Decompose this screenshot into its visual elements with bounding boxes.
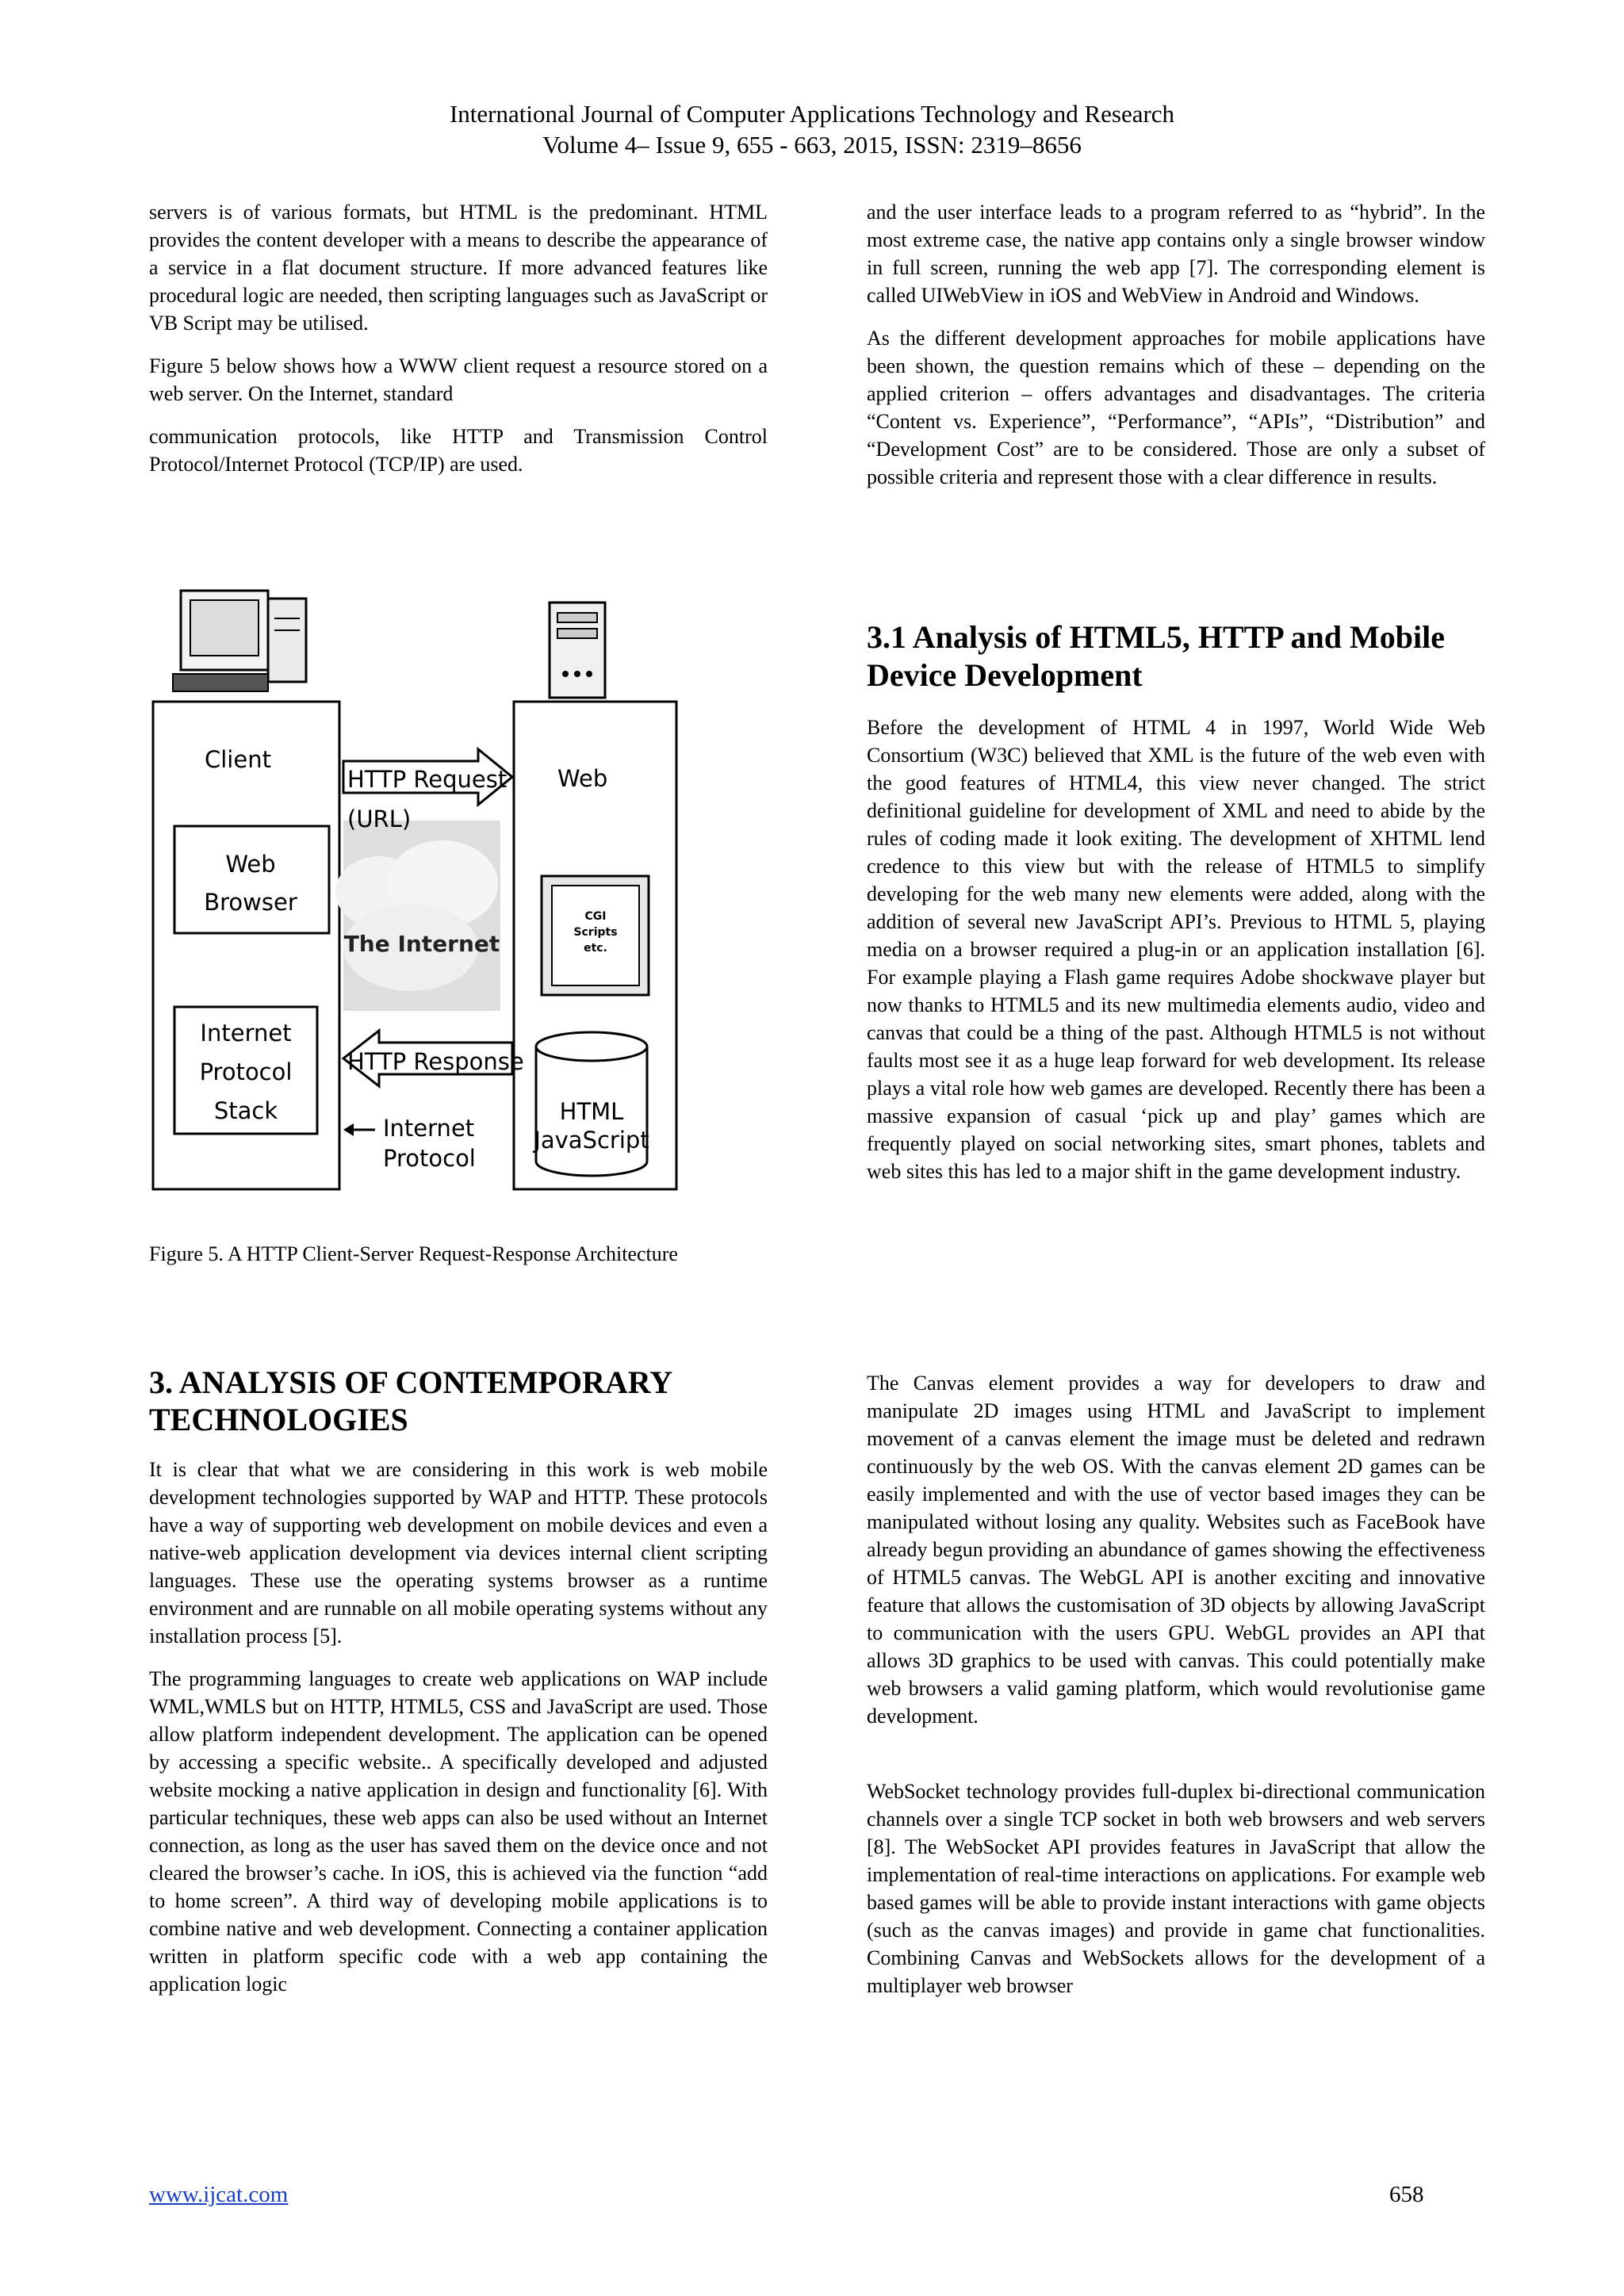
web-browser-label: Browser: [204, 889, 297, 916]
ip-stack-label: Protocol: [199, 1058, 293, 1085]
paragraph: communication protocols, like HTTP and Transmission Control Protocol/Internet Protocol (TCP/IP) are used.: [149, 425, 768, 476]
paragraph: As the different development approaches for mobile applications have been shown, the question remains which of these – depending on the applied criterion – offers advantages and disadvantages. The criteria “Content vs. Experience”, “Performance”, “APIs”, “Distribution” and “Development Cost” are to be considered. Those are only a subset of possible criteria and represent those with a clear difference in results.: [867, 327, 1485, 488]
internet-protocol-label: Internet: [383, 1115, 475, 1142]
web-server-label: Web: [557, 765, 608, 792]
paragraph: WebSocket technology provides full-duplex bi-directional communication channels over a single TCP socket in both web browsers and web servers [8]. The WebSocket API provides features in JavaScript that allow the implementation of real-time interactions on applications. For example web based games will be able to provide instant interactions with game objects (such as the canvas images) and provide in game chat functionalities. Combining Canvas and WebSockets allows for the development of a multiplayer web browser: [867, 1780, 1485, 1997]
internet-protocol-label: Protocol: [383, 1145, 476, 1172]
left-column-bottom: [149, 1364, 768, 2013]
journal-header: [0, 98, 1624, 160]
client-server-figure: [149, 583, 688, 1201]
client-label: Client: [205, 746, 271, 773]
journal-volume: Volume 4– Issue 9, 655 - 663, 2015, ISSN: 2319–8656: [542, 131, 1082, 159]
svg-text:HTML: HTML: [559, 1098, 624, 1125]
journal-title: International Journal of Computer Applications Technology and Research: [449, 100, 1175, 128]
right-column-bottom: [867, 1369, 1485, 2015]
page-number: 658: [1389, 2182, 1424, 2207]
url-label: (URL): [347, 806, 412, 832]
ip-stack-label: Internet: [200, 1020, 292, 1047]
paragraph: It is clear that what we are considering in this work is web mobile development technologies supported by WAP and HTTP. These protocols have a way of supporting web development on mobile devices and even a native-web application development via devices internal client scripting languages. These use the operating systems browser as a runtime environment and are runnable on all mobile operating systems without any installation process [5].: [149, 1458, 768, 1647]
left-column-top: [149, 198, 768, 493]
database-cylinder-icon: [532, 1032, 649, 1176]
web-browser-box: [174, 826, 329, 933]
svg-text:CGI: CGI: [584, 910, 607, 923]
paragraph: Figure 5 below shows how a WWW client request a resource stored on a web server. On the Internet, standard: [149, 354, 768, 405]
internet-protocol-arrow: [343, 1123, 375, 1136]
ip-stack-label: Stack: [213, 1097, 278, 1124]
svg-text:etc.: etc.: [584, 942, 607, 955]
figure-caption: Figure 5. A HTTP Client-Server Request-Response Architecture: [149, 1242, 678, 1265]
paragraph: The Canvas element provides a way for developers to draw and manipulate 2D images using HTML and JavaScript to implement movement of a canvas element the image must be deleted and redrawn continuously by the web OS. With the canvas element 2D games can be easily implemented and with the use of vector based images they can be manipulated without losing any quality. Websites such as FaceBook have already begun providing an abundance of games showing the effectiveness of HTML5 canvas. The WebGL API is another exciting and innovative feature that allows the customisation of 3D objects by allowing JavaScript to communication with the users GPU. WebGL provides an API that allows 3D graphics to be used with canvas. This could potentially make web browsers a valid gaming platform, which would revolutionise game development.: [867, 1372, 1485, 1728]
paragraph: Before the development of HTML 4 in 1997, World Wide Web Consortium (W3C) believed that XML is the future of the web even with the good features of HTML4, this view never changed. The strict definitional guideline for development of XML and need to abide by the rules of coding made it look exiting. The development of XHTML lend credence to this view but with the release of HTML5 to simplify developing for the web many new elements were added, along with the addition of several new JavaScript API’s. Previous to HTML 5, playing media on a browser required a plug-in or an application installation [6]. For example playing a Flash game requires Adobe shockwave player but now thanks to HTML5 and its new multimedia elements audio, video and canvas that could be a thing of the past. Although HTML5 is not without faults most see it as a huge leap forward for web development. Its release plays a vital role how web games are developed. Recently there has been a massive expansion of casual ‘pick up and play’ games which are frequently played on social networking sites, smart phones, tablets and web sites this has led to a major shift in the game development industry.: [867, 716, 1485, 1183]
internet-cloud-icon: [335, 821, 500, 1011]
website-link[interactable]: www.ijcat.com: [149, 2182, 289, 2207]
section-heading: 3. ANALYSIS OF CONTEMPORARY TECHNOLOGIES: [149, 1364, 672, 1437]
http-response-label: HTTP Response: [347, 1048, 524, 1075]
http-request-label: HTTP Request: [347, 766, 508, 793]
internet-cloud-label: The Internet: [343, 931, 500, 957]
client-computer-icon: [173, 591, 306, 691]
web-browser-label: Web: [225, 851, 276, 878]
paragraph: The programming languages to create web applications on WAP include WML,WMLS but on HTTP, HTML5, CSS and JavaScript are used. Those allow platform independent development. The application can be opened by accessing a specific website.. A specifically developed and adjusted website mocking a native application in design and functionality [6]. With particular techniques, these web apps can also be used without an Internet connection, as long as the user has saved them on the device once and not cleared the browser’s cache. In iOS, this is achieved via the function “add to home screen”. A third way of developing mobile applications is to combine native and web development. Connecting a container application written in platform specific code with a web app containing the application logic: [149, 1667, 768, 1996]
server-computer-icon: [550, 603, 605, 698]
subsection-heading: 3.1 Analysis of HTML5, HTTP and Mobile Device Development: [867, 619, 1446, 693]
right-column-middle: [867, 714, 1485, 1200]
svg-text:JavaScript: JavaScript: [534, 1127, 649, 1154]
right-column-top: [867, 198, 1485, 506]
svg-text:Scripts: Scripts: [573, 926, 618, 939]
paragraph: and the user interface leads to a program referred to as “hybrid”. In the most extreme case, the native app contains only a single browser window in full screen, running the web app [7]. The corresponding element is called UIWebView in iOS and WebView in Android and Windows.: [867, 201, 1485, 307]
cgi-scripts-icon: [542, 876, 649, 995]
paragraph: servers is of various formats, but HTML is the predominant. HTML provides the content developer with a means to describe the appearance of a service in a flat document structure. If more advanced features like procedural logic are needed, then scripting languages such as JavaScript or VB Script may be utilised.: [149, 201, 768, 335]
